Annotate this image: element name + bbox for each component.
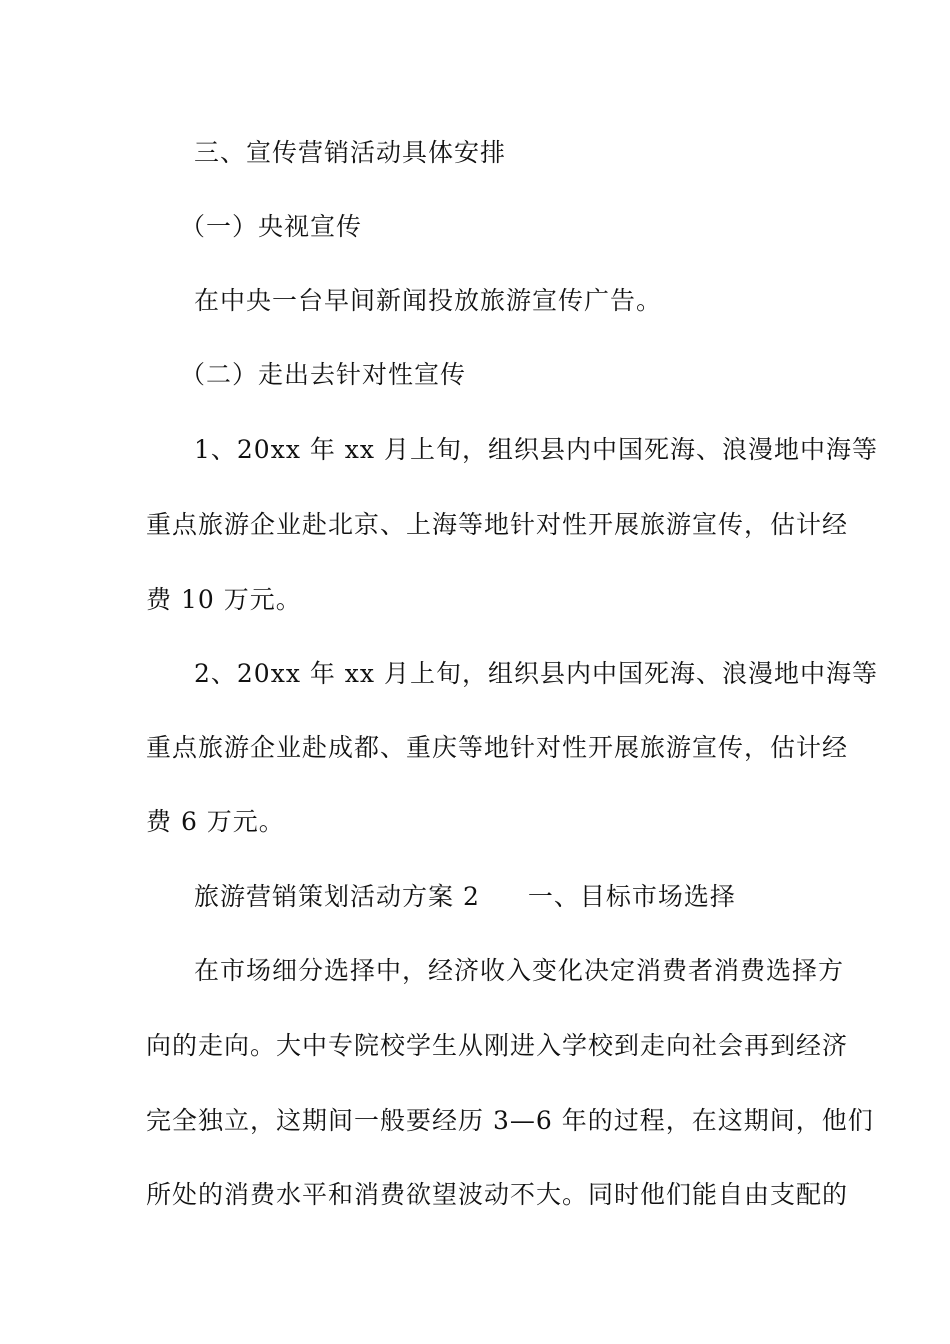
document-title: 旅游营销策划活动方案 2 — [194, 882, 480, 911]
paragraph-line: 在市场细分选择中，经济收入变化决定消费者消费选择方 — [194, 956, 845, 985]
paragraph-line: 费 10 万元。 — [146, 585, 302, 614]
paragraph-line: 完全独立，这期间一般要经历 3—6 年的过程，在这期间，他们 — [146, 1106, 874, 1135]
title-line — [194, 877, 864, 917]
paragraph-line: 在中央一台早间新闻投放旅游宣传广告。 — [194, 286, 663, 315]
paragraph-line: 2、20xx 年 xx 月上旬，组织县内中国死海、浪漫地中海等 — [194, 659, 878, 688]
section-heading: 一、目标市场选择 — [527, 882, 736, 911]
paragraph-line: 重点旅游企业赴北京、上海等地针对性开展旅游宣传，估计经 — [146, 510, 849, 539]
paragraph-line: 1、20xx 年 xx 月上旬，组织县内中国死海、浪漫地中海等 — [194, 435, 878, 464]
section-heading: 三、宣传营销活动具体安排 — [194, 138, 507, 167]
subsection-heading: （一）央视宣传 — [180, 212, 363, 241]
paragraph-line: 费 6 万元。 — [146, 807, 285, 836]
paragraph-line: 重点旅游企业赴成都、重庆等地针对性开展旅游宣传，估计经 — [146, 733, 849, 762]
paragraph-line: 向的走向。大中专院校学生从刚进入学校到走向社会再到经济 — [146, 1031, 849, 1060]
subsection-heading: （二）走出去针对性宣传 — [180, 360, 467, 389]
paragraph-line: 所处的消费水平和消费欲望波动不大。同时他们能自由支配的 — [146, 1180, 849, 1209]
